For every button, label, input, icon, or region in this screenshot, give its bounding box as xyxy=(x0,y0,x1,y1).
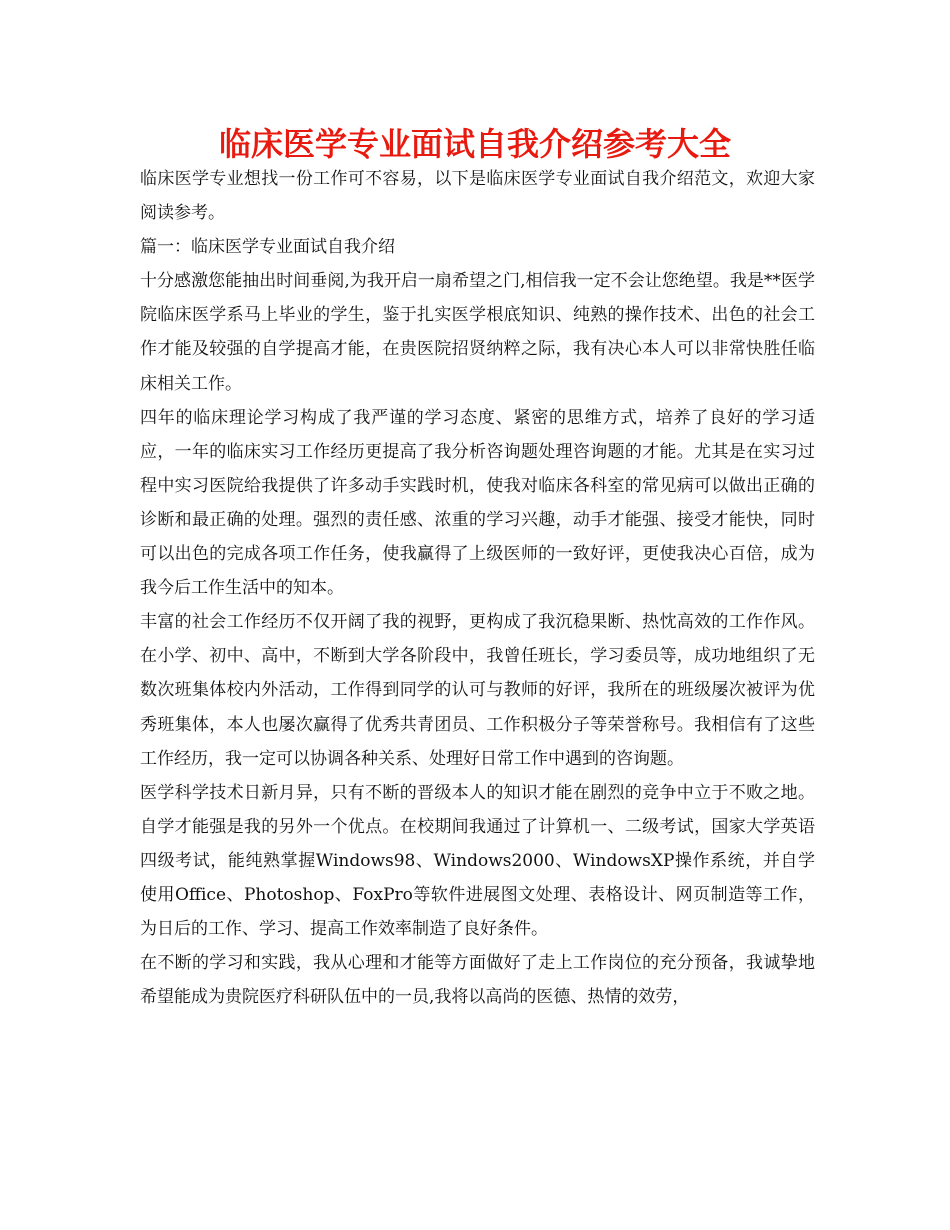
body-paragraph: 在不断的学习和实践，我从心理和才能等方面做好了走上工作岗位的充分预备，我诚挚地希望能成为贵院医疗科研队伍中的一员,我将以高尚的医德、热情的效劳， xyxy=(140,953,815,1008)
body-paragraph: 丰富的社会工作经历不仅开阔了我的视野，更构成了我沉稳果断、热忱高效的工作作风。在小学、初中、高中，不断到大学各阶段中，我曾任班长，学习委员等，成功地组织了无数次班集体校内外活动，工作得到同学的认可与教师的好评，我所在的班级屡次被评为优秀班集体，本人也屡次赢得了优秀共青团员、工作积极分子等荣誉称号。我相信有了这些工作经历，我一定可以协调各种关系、处理好日常工作中遇到的咨询题。 xyxy=(140,612,815,769)
body-paragraph: 四年的临床理论学习构成了我严谨的学习态度、紧密的思维方式，培养了良好的学习适应，一年的临床实习工作经历更提高了我分析咨询题处理咨询题的才能。尤其是在实习过程中实习医院给我提供了许多动手实践时机，使我对临床各科室的常见病可以做出正确的诊断和最正确的处理。强烈的责任感、浓重的学习兴趣，动手才能强、接受才能快，同时可以出色的完成各项工作任务，使我赢得了上级医师的一致好评，更使我决心百倍，成为我今后工作生活中的知本。 xyxy=(140,407,815,599)
document-title: 临床医学专业面试自我介绍参考大全 xyxy=(218,125,731,163)
body-paragraph: 医学科学技术日新月异，只有不断的晋级本人的知识才能在剧烈的竞争中立于不败之地。自学才能强是我的另外一个优点。在校期间我通过了计算机一、二级考试，国家大学英语四级考试，能纯熟掌握Windows98、Windows2000、WindowsXP操作系统，并自学使用Office、Photoshop、FoxPro等软件进展图文处理、表格设计、网页制造等工作，为日后的工作、学习、提高工作效率制造了良好条件。 xyxy=(140,782,815,940)
intro-paragraph: 临床医学专业想找一份工作可不容易，以下是临床医学专业面试自我介绍范文，欢迎大家阅读参考。 xyxy=(140,169,815,224)
section-heading: 篇一：临床医学专业面试自我介绍 xyxy=(140,237,395,258)
body-paragraph: 十分感激您能抽出时间垂阅,为我开启一扇希望之门,相信我一定不会让您绝望。我是**医学院临床医学系马上毕业的学生，鉴于扎实医学根底知识、纯熟的操作技术、出色的社会工作才能及较强的自学提高才能，在贵医院招贤纳粹之际，我有决心本人可以非常快胜任临床相关工作。 xyxy=(140,271,815,394)
document-body xyxy=(140,162,815,1014)
